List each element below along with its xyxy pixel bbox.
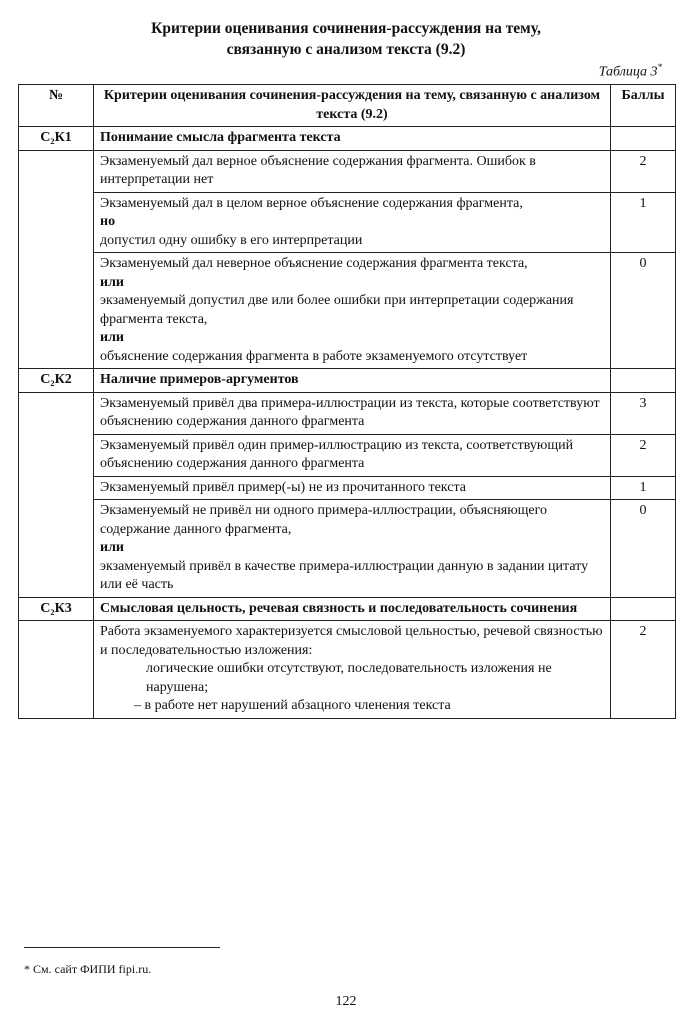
criteria-text: Экзаменуемый не привёл ни одного примера-иллюстрации, объясняющего содержание данного фрагмента, или экзаменуемый привёл в качестве примера-иллюстрации данную в задании цитату или её часть [94, 500, 611, 598]
section-row [19, 369, 676, 393]
section-title: Наличие примеров-аргументов [94, 369, 611, 393]
section-title: Понимание смысла фрагмента текста [94, 127, 611, 151]
criteria-table [18, 84, 676, 719]
criteria-row [19, 192, 676, 253]
criteria-text: Экзаменуемый привёл два примера-иллюстрации из текста, которые соответствуют объяснению содержания данного фрагмента [94, 392, 611, 434]
footnote-divider [24, 947, 220, 948]
criteria-text: Экзаменуемый привёл один пример-иллюстрацию из текста, соответствующий объяснению содержания данного фрагмента [94, 434, 611, 476]
section-code: С₂К2 [19, 369, 94, 393]
page-number: 122 [335, 994, 357, 1009]
points-value: 2 [611, 434, 676, 476]
table-label-footnote-mark: * [657, 62, 662, 72]
criteria-text: Работа экзаменуемого характеризуется смысловой цельностью, речевой связностью и последовательностью изложения: логические ошибки отсутствуют, последовательность изложения не нарушена; – в работе нет нарушений абзацного членения текста [94, 621, 611, 719]
criteria-row [19, 434, 676, 476]
header-num: № [19, 85, 94, 127]
criteria-text: Экзаменуемый привёл пример(-ы) не из прочитанного текста [94, 476, 611, 500]
criteria-text: Экзаменуемый дал в целом верное объяснение содержания фрагмента, но допустил одну ошибку в его интерпретации [94, 192, 611, 253]
points-value: 1 [611, 476, 676, 500]
section-title: Смысловая цельность, речевая связность и последовательность сочинения [94, 597, 611, 621]
section-row [19, 127, 676, 151]
criteria-row [19, 392, 676, 434]
criteria-row [19, 150, 676, 192]
points-value: 3 [611, 392, 676, 434]
points-value: 2 [611, 621, 676, 719]
criteria-text: Экзаменуемый дал верное объяснение содержания фрагмента. Ошибок в интерпретации нет [94, 150, 611, 192]
header-row [19, 85, 676, 127]
points-value: 1 [611, 192, 676, 253]
section-code: С₂К1 [19, 127, 94, 151]
title-line-2: связанную с анализом текста (9.2) [226, 41, 466, 58]
points-value: 0 [611, 253, 676, 369]
criteria-row [19, 621, 676, 719]
section-code: С₂К3 [19, 597, 94, 621]
header-criteria: Критерии оценивания сочинения-рассуждения на тему, связанную с анализом текста (9.2) [94, 85, 611, 127]
section-row [19, 597, 676, 621]
title-line-1: Критерии оценивания сочинения-рассуждения на тему, [151, 20, 541, 37]
footnote: * См. сайт ФИПИ fipi.ru. [24, 962, 152, 976]
points-value: 2 [611, 150, 676, 192]
criteria-text: Экзаменуемый дал неверное объяснение содержания фрагмента текста, или экзаменуемый допустил две или более ошибки при интерпретации содержания фрагмента текста, или объяснение содержания фрагмента в работе экзаменуемого отсутствует [94, 253, 611, 369]
header-points: Баллы [611, 85, 676, 127]
page-title [0, 18, 692, 60]
criteria-row [19, 253, 676, 369]
table-label: Таблица 3* [598, 62, 662, 80]
points-value: 0 [611, 500, 676, 598]
criteria-row [19, 500, 676, 598]
criteria-row [19, 476, 676, 500]
